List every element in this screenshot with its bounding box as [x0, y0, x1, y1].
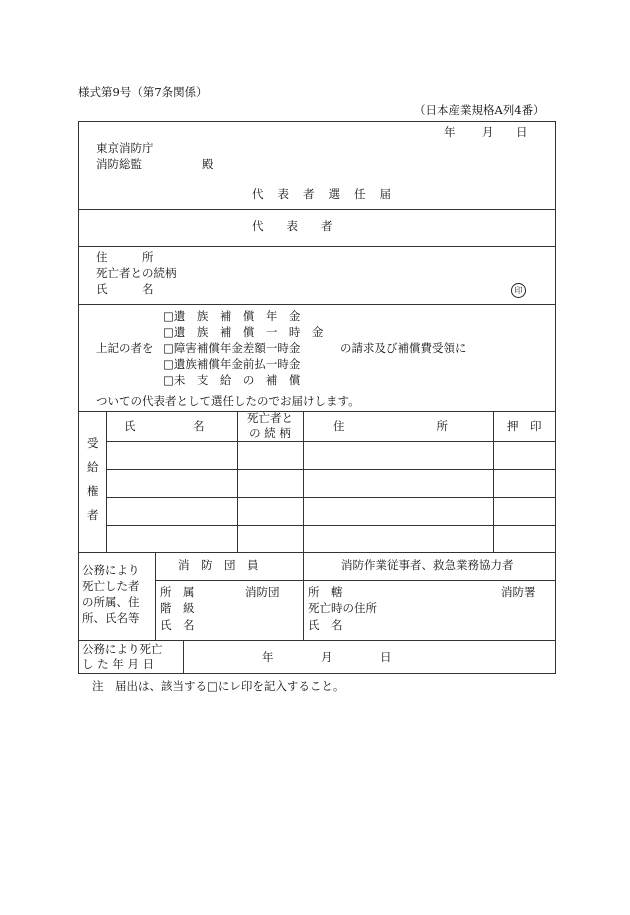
- claim-option-survivor-pension[interactable]: □遺 族 補 償 年 金: [163, 309, 301, 323]
- divider: [493, 411, 494, 552]
- beneficiary-label-char: 者: [87, 508, 99, 522]
- addressee-title: 消防総監: [96, 157, 142, 171]
- claim-statement: ついての代表者として選任したのでお届けします。: [96, 394, 360, 408]
- claim-prefix: 上記の者を: [96, 341, 154, 355]
- date-month-label: 月: [482, 125, 494, 139]
- fire-corps-unit: 消防団: [245, 585, 280, 599]
- divider: [78, 411, 556, 412]
- divider: [303, 411, 304, 552]
- divider: [155, 552, 156, 640]
- col-header-address: 住 所: [333, 419, 448, 433]
- divider: [78, 640, 556, 641]
- divider: [183, 640, 184, 674]
- form-number: 様式第9号（第7条関係）: [78, 85, 208, 99]
- claim-suffix: の請求及び補償費受領に: [340, 341, 467, 355]
- divider: [106, 411, 107, 552]
- cooperator-address: 死亡時の住所: [308, 601, 377, 615]
- death-date-label: 公務により死亡: [82, 642, 163, 656]
- divider: [78, 304, 556, 305]
- fire-corps-name: 氏 名: [160, 618, 195, 632]
- form-title: 代 表 者 選 任 届: [252, 187, 397, 201]
- cooperator-jurisdiction: 所 轄: [308, 585, 343, 599]
- beneficiary-label-char: 受: [87, 436, 99, 450]
- date-year-label: 年: [444, 125, 456, 139]
- deceased-label: の所属、住: [82, 595, 140, 609]
- death-day-label: 日: [380, 650, 392, 664]
- divider: [78, 552, 556, 553]
- col-header-seal: 押 印: [507, 419, 542, 433]
- fire-corps-rank: 階 級: [160, 601, 195, 615]
- seal-mark: 印: [511, 283, 526, 298]
- col-header-relation-1: 死亡者と: [247, 411, 293, 425]
- paper-size-note: （日本産業規格A列4番）: [414, 103, 545, 117]
- fire-corps-affiliation: 所 属: [160, 585, 195, 599]
- claim-option-unpaid[interactable]: □未 支 給 の 補 償: [163, 373, 301, 387]
- death-month-label: 月: [321, 650, 333, 664]
- col-header-name: 氏 名: [124, 419, 205, 433]
- divider: [303, 552, 304, 640]
- divider: [78, 246, 556, 247]
- divider: [106, 441, 556, 442]
- representative-heading: 代 表 者: [252, 219, 333, 233]
- deceased-label: 所、氏名等: [82, 611, 140, 625]
- claim-option-disability-difference[interactable]: □障害補償年金差額一時金: [163, 341, 301, 355]
- fire-corps-header: 消 防 団 員: [178, 558, 259, 572]
- col-header-relation-2: の 続 柄: [249, 426, 291, 440]
- cooperator-header: 消防作業従事者、救急業務協力者: [341, 558, 514, 572]
- divider: [106, 525, 556, 526]
- divider: [106, 469, 556, 470]
- beneficiary-label-char: 権: [87, 484, 99, 498]
- divider: [106, 497, 556, 498]
- deceased-label: 公務により: [82, 563, 140, 577]
- date-day-label: 日: [516, 125, 528, 139]
- footnote: 注 届出は、該当する□にレ印を記入すること。: [92, 679, 345, 693]
- name-label: 氏 名: [96, 282, 154, 296]
- deceased-label: 死亡した者: [82, 579, 140, 593]
- cooperator-name: 氏 名: [308, 618, 343, 632]
- relation-label: 死亡者との続柄: [96, 266, 177, 280]
- divider: [155, 580, 556, 581]
- divider: [78, 209, 556, 210]
- claim-option-advance-payment[interactable]: □遺族補償年金前払一時金: [163, 357, 301, 371]
- addressee-honorific: 殿: [202, 157, 214, 171]
- addressee-org: 東京消防庁: [96, 141, 154, 155]
- beneficiary-label-char: 給: [87, 460, 99, 474]
- address-label: 住 所: [96, 250, 154, 264]
- cooperator-station: 消防署: [501, 585, 536, 599]
- death-date-label: し た 年 月 日: [82, 657, 155, 671]
- death-year-label: 年: [262, 650, 274, 664]
- claim-option-survivor-lump-sum[interactable]: □遺 族 補 償 一 時 金: [163, 325, 324, 339]
